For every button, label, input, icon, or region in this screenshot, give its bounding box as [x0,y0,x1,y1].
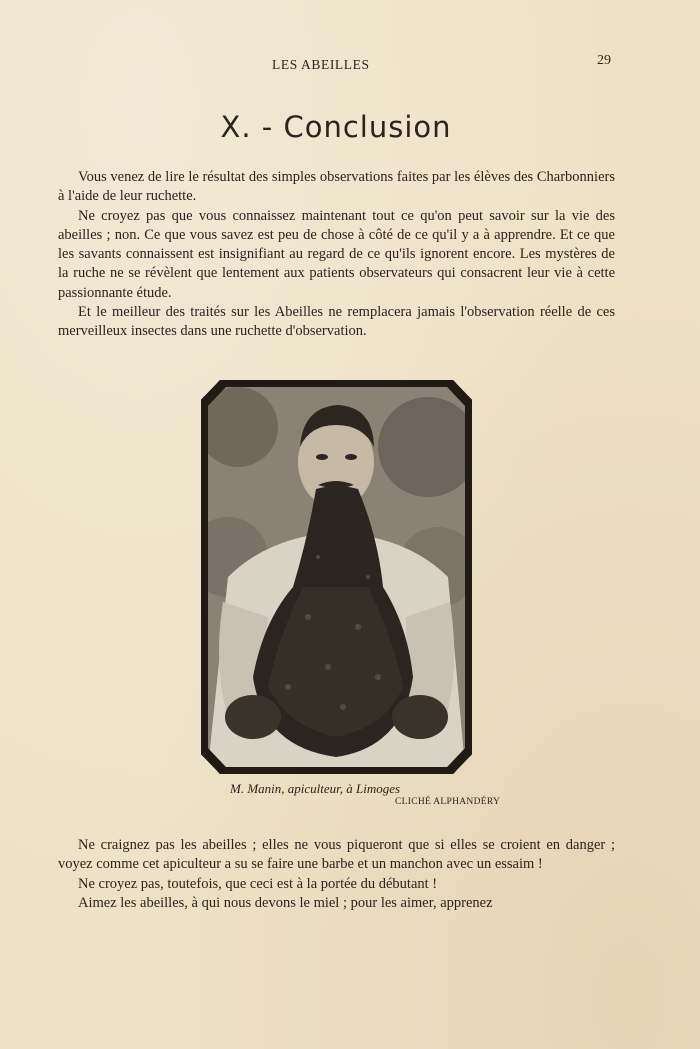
figure-caption: M. Manin, apiculteur, à Limoges [230,781,401,796]
paragraph: Aimez les abeilles, à qui nous devons le miel ; pour les aimer, apprenez [78,894,493,911]
running-head: LES ABEILLES [272,57,370,72]
text-block-bottom [58,836,615,913]
chapter-title: X. - Conclusion [220,110,452,144]
paragraph: Vous venez de lire le résultat des simples observations faites par les élèves des Charbonniers à l'aide de leur ruchette. [58,169,615,205]
text-block-top [58,168,615,342]
figure-credit: CLICHÉ ALPHANDÉRY [395,797,501,807]
beekeeper-photo-illustration [208,387,465,767]
beekeeper-photo [208,387,465,767]
paragraph: Ne croyez pas que vous connaissez maintenant tout ce qu'on peut savoir sur la vie des abeilles ; non. Ce que vous savez est peu de chose à côté de ce qu'il y a à apprendre. Et ce que les savants connaissent est insignifiant au regard de ce qu'ils ignorent encore. Les mystères de la ruche ne se révèlent que lentement aux patients observateurs qui consacrent leur vie à cette passionnante étude. [58,207,615,301]
paragraph: Ne croyez pas, toutefois, que ceci est à la portée du débutant ! [78,875,438,892]
photo-frame [201,380,472,774]
paragraph: Ne craignez pas les abeilles ; elles ne vous piqueront que si elles se croient en danger ; voyez comme cet apiculteur a su se faire une barbe et un manchon avec un essaim ! [58,837,615,873]
page-number: 29 [597,53,611,68]
paragraph: Et le meilleur des traités sur les Abeilles ne remplacera jamais l'observation réelle de ces merveilleux insectes dans une ruchette d'observation. [58,304,615,340]
